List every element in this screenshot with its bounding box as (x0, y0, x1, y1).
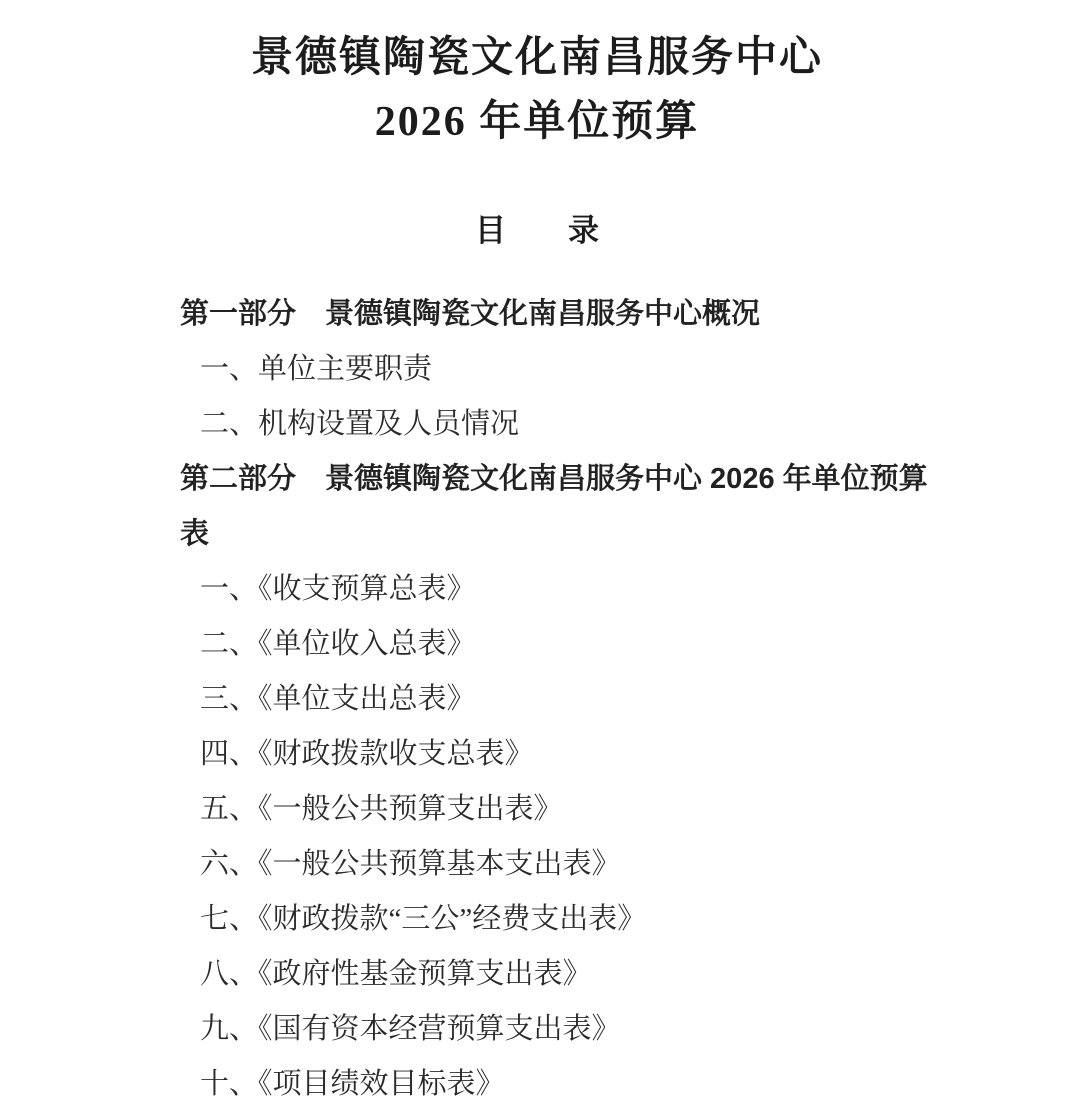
toc-heading: 目 录 (475, 213, 599, 248)
toc-item-part1-2: 二、机构设置及人员情况 (200, 408, 520, 440)
toc-item-part2-2: 二、《单位收入总表》 (200, 628, 476, 660)
document-title-line1: 景德镇陶瓷文化南昌服务中心 (250, 35, 823, 81)
toc-item-part2-1: 一、《收支预算总表》 (200, 573, 476, 605)
toc-item-part2-8: 八、《政府性基金预算支出表》 (200, 958, 592, 990)
toc-item-part2-6: 六、《一般公共预算基本支出表》 (200, 848, 621, 880)
part2-heading: 第二部分 景德镇陶瓷文化南昌服务中心 2026 年单位预算表 (180, 463, 928, 550)
document-title-line2: 2026 年单位预算 (374, 99, 700, 145)
toc-item-part1-1: 一、单位主要职责 (200, 353, 433, 385)
toc-item-part2-3: 三、《单位支出总表》 (200, 683, 476, 715)
toc-item-part2-10: 十、《项目绩效目标表》 (200, 1068, 505, 1100)
toc-item-part2-4: 四、《财政拨款收支总表》 (200, 738, 534, 770)
toc-item-part2-5: 五、《一般公共预算支出表》 (200, 793, 563, 825)
toc-content (180, 287, 950, 1106)
toc-item-part2-9: 九、《国有资本经营预算支出表》 (200, 1013, 621, 1045)
part1-heading: 第一部分 景德镇陶瓷文化南昌服务中心概况 (180, 298, 761, 330)
toc-item-part2-7: 七、《财政拨款“三公”经费支出表》 (200, 903, 647, 935)
document-header (0, 0, 1074, 154)
